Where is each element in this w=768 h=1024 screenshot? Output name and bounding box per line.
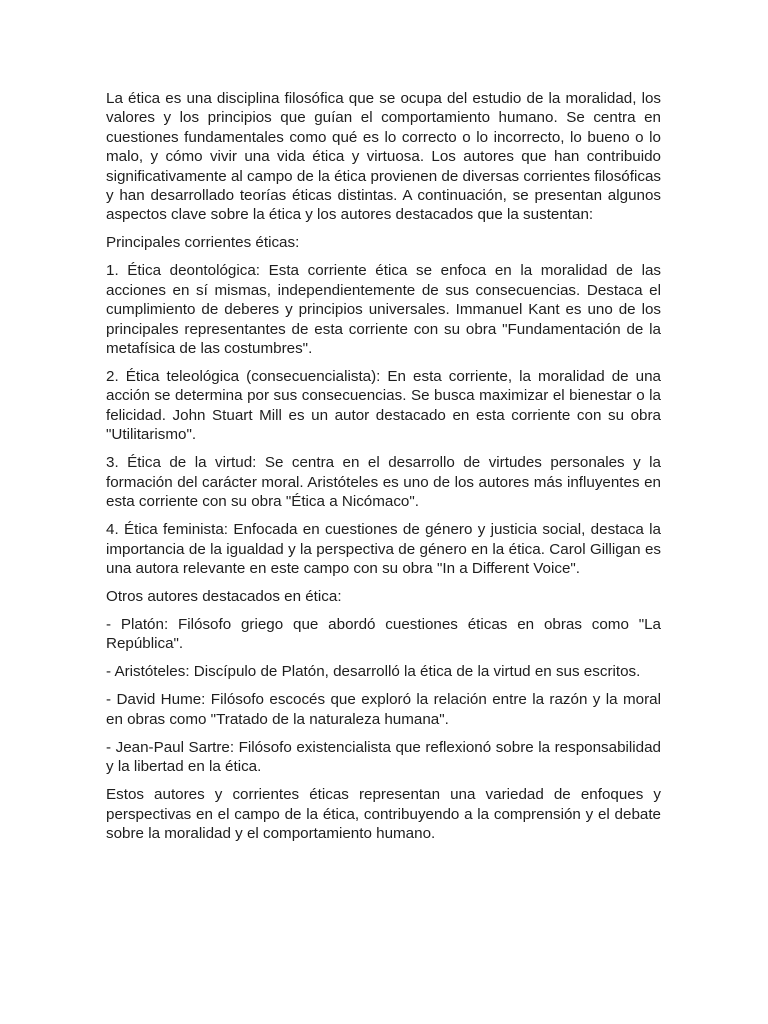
author-item-aristoteles: - Aristóteles: Discípulo de Platón, desarrolló la ética de la virtud en sus escritos.: [106, 663, 641, 681]
author-item-sartre: - Jean-Paul Sartre: Filósofo existencialista que reflexionó sobre la responsabilidad y la libertad en la ética.: [106, 738, 661, 776]
current-item-deontological: 1. Ética deontológica: Esta corriente ética se enfoca en la moralidad de las acciones en sí mismas, independientemente de sus consecuencias. Destaca el cumplimiento de deberes y principios universales. Immanuel Kant es uno de los principales representantes de esta corriente con su obra "Fundamentación de la metafísica de las costumbres".: [106, 262, 661, 358]
document-page: [106, 89, 661, 852]
author-item-platon: - Platón: Filósofo griego que abordó cuestiones éticas en obras como "La República".: [106, 615, 661, 653]
author-item-hume: - David Hume: Filósofo escocés que exploró la relación entre la razón y la moral en obras como "Tratado de la naturaleza humana".: [106, 691, 661, 728]
current-item-teleological: 2. Ética teleológica (consecuencialista): En esta corriente, la moralidad de una acción se determina por sus consecuencias. Se busca maximizar el bienestar o la felicidad. John Stuart Mill es un autor destacado en esta corriente con su obra "Utilitarismo".: [106, 368, 661, 444]
conclusion-paragraph: Estos autores y corrientes éticas representan una variedad de enfoques y perspectivas en el campo de la ética, contribuyendo a la comprensión y el debate sobre la moralidad y el comportamiento humano.: [106, 786, 661, 842]
current-item-virtue: 3. Ética de la virtud: Se centra en el desarrollo de virtudes personales y la formación del carácter moral. Aristóteles es uno de los autores más influyentes en esta corriente con su obra "Ética a Nicómaco".: [106, 454, 661, 511]
authors-heading: Otros autores destacados en ética:: [106, 587, 342, 605]
current-item-feminist: 4. Ética feminista: Enfocada en cuestiones de género y justicia social, destaca la importancia de la igualdad y la perspectiva de género en la ética. Carol Gilligan es una autora relevante en este campo con su obra "In a Different Voice".: [106, 521, 661, 577]
currents-heading: Principales corrientes éticas:: [106, 234, 300, 252]
intro-paragraph: La ética es una disciplina filosófica que se ocupa del estudio de la moralidad, los valores y los principios que guían el comportamiento humano. Se centra en cuestiones fundamentales como qué es lo correcto o lo incorrecto, lo bueno o lo malo, y cómo vivir una vida ética y virtuosa. Los autores que han contribuido significativamente al campo de la ética provienen de diversas corrientes filosóficas y han desarrollado teorías éticas distintas. A continuación, se presentan algunos aspectos clave sobre la ética y los autores destacados que la sustentan:: [106, 90, 661, 224]
